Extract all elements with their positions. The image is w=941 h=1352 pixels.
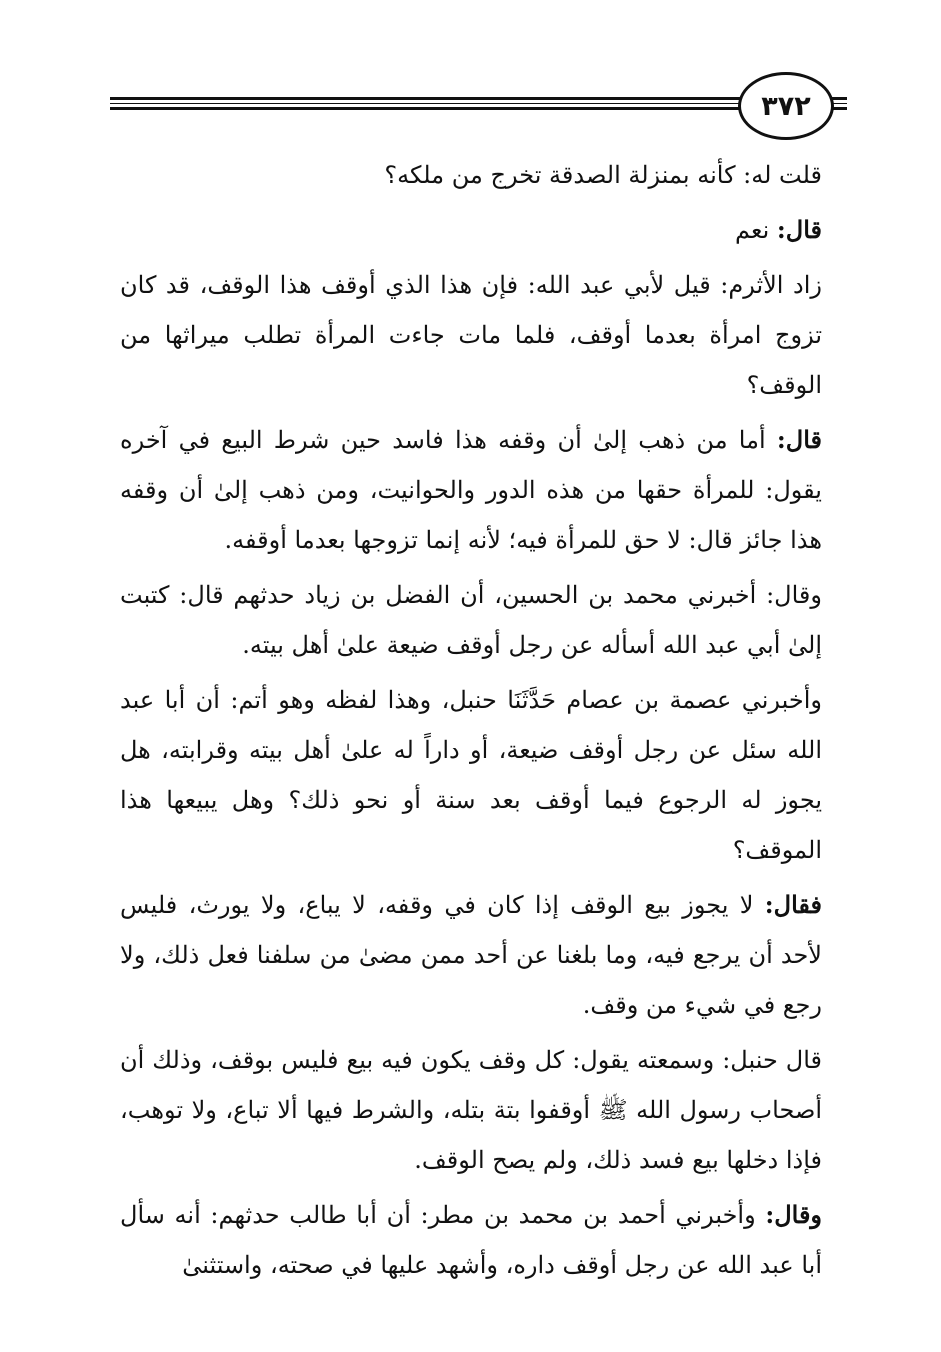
paragraph <box>120 880 848 1030</box>
paragraph <box>120 570 848 670</box>
paragraph-text: وأخبرني عصمة بن عصام حَدَّثَنَا حنبل، وهذا لفظه وهو أتم: أن أبا عبد الله سئل عن رجل أوقف ضيعة، أو داراً له علىٰ أهل بيته وقرابته، هل يجوز له الرجوع فيما أوقف بعد سنة أو نحو ذلك؟ وهل يبيعها هذا الموقف؟ <box>120 686 822 864</box>
paragraph <box>120 675 848 875</box>
paragraph-text: وقال: أخبرني محمد بن الحسين، أن الفضل بن زياد حدثهم قال: كتبت إلىٰ أبي عبد الله أسأله عن رجل أوقف ضيعة علىٰ أهل بيته. <box>120 581 822 659</box>
paragraph-text: وأخبرني أحمد بن محمد بن مطر: أن أبا طالب حدثهم: أنه سأل أبا عبد الله عن رجل أوقف داره، وأشهد عليها في صحته، واستثنىٰ <box>120 1201 822 1279</box>
header-rule <box>110 107 750 110</box>
paragraph <box>120 1035 848 1185</box>
paragraph-text: لا يجوز بيع الوقف إذا كان في وقفه، لا يباع، ولا يورث، فليس لأحد أن يرجع فيه، وما بلغنا عن أحد ممن مضىٰ من سلفنا فعل ذلك، ولا رجع في شيء من وقف. <box>120 891 822 1019</box>
paragraph-text: قلت له: كأنه بمنزلة الصدقة تخرج من ملكه؟ <box>384 161 822 189</box>
paragraph-lead: قال: <box>776 425 822 454</box>
header-rule <box>110 103 750 104</box>
paragraph <box>120 1190 848 1290</box>
paragraph-lead: فقال: <box>764 890 822 919</box>
page-header <box>110 70 850 140</box>
paragraph <box>120 260 848 410</box>
paragraph-text: نعم <box>735 216 777 244</box>
paragraph-text: زاد الأثرم: قيل لأبي عبد الله: فإن هذا الذي أوقف هذا الوقف، قد كان تزوج امرأة بعدما أوقف، فلما مات جاءت المرأة تطلب ميراثها من الوقف؟ <box>120 271 822 399</box>
paragraph <box>120 205 848 255</box>
paragraph <box>120 150 848 200</box>
page-number: ٣٧٢ <box>738 72 834 140</box>
paragraph-lead: وقال: <box>765 1200 822 1229</box>
paragraph-lead: قال: <box>776 215 822 244</box>
paragraph-text: أما من ذهب إلىٰ أن وقفه هذا فاسد حين شرط البيع في آخره يقول: للمرأة حقها من هذه الدور والحوانيت، ومن ذهب إلىٰ أن وقفه هذا جائز قال: لا حق للمرأة فيه؛ لأنه إنما تزوجها بعدما أوقفه. <box>120 426 822 554</box>
paragraph <box>120 415 848 565</box>
header-rule <box>110 97 750 100</box>
page-body <box>120 150 848 1295</box>
paragraph-text: قال حنبل: وسمعته يقول: كل وقف يكون فيه بيع فليس بوقف، وذلك أن أصحاب رسول الله ﷺ أوقفوا بتة بتله، والشرط فيها ألا تباع، ولا توهب، فإذا دخلها بيع فسد ذلك، ولم يصح الوقف. <box>120 1046 822 1174</box>
